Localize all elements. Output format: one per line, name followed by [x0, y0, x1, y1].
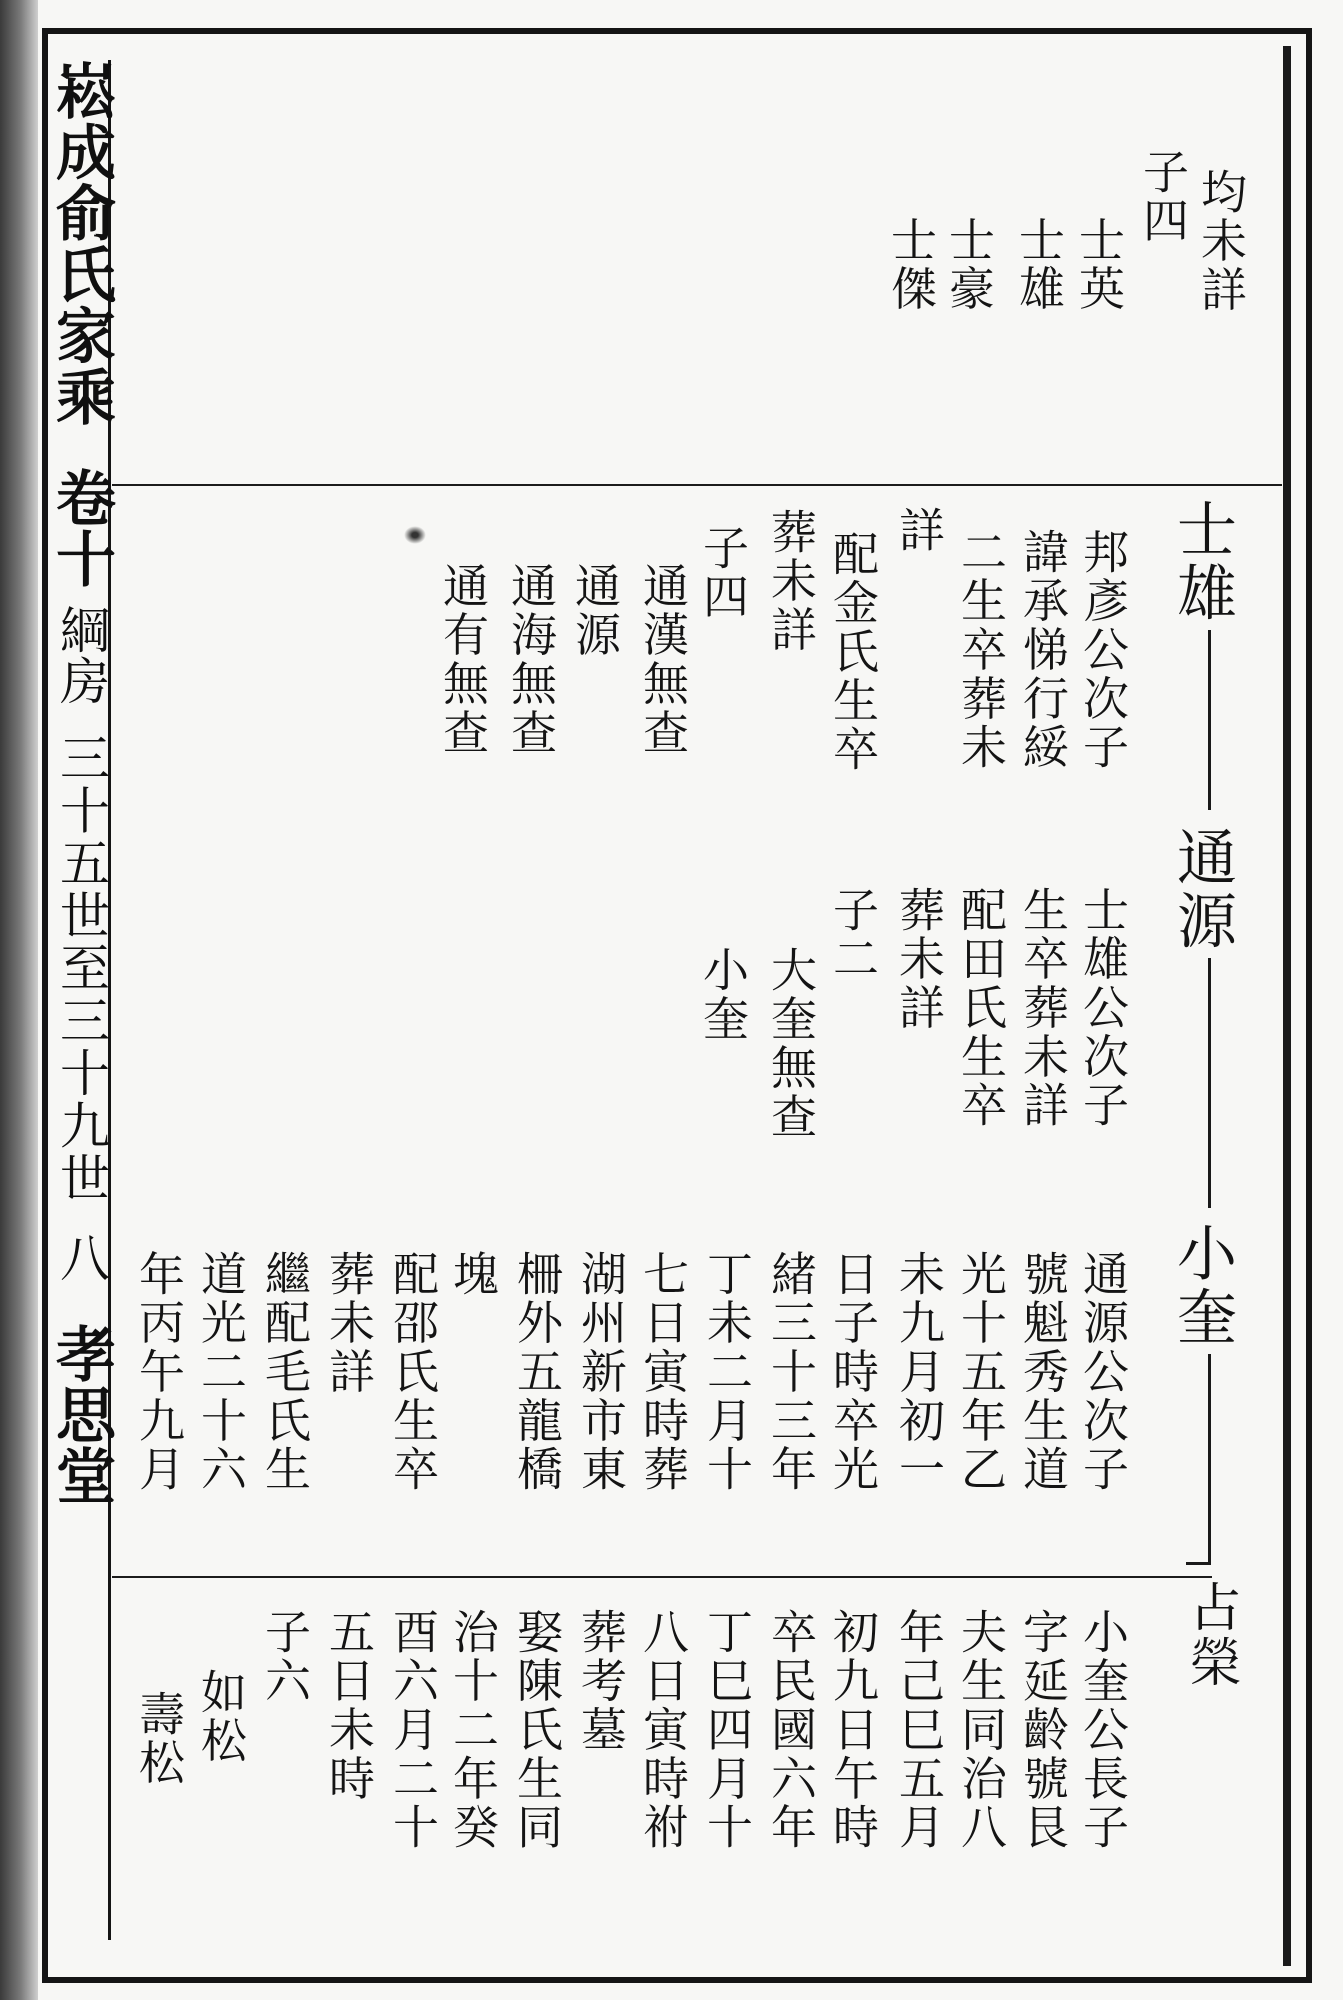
entry-shixiong-line: 通有無查: [436, 562, 490, 758]
entry-shixiong-line: 通源: [568, 562, 622, 660]
lineage-connector: [1208, 1354, 1211, 1564]
entry-shixiong-line: 子四: [696, 524, 750, 622]
lineage-name-shixiong: 士雄: [1167, 498, 1237, 626]
entry-xiaokui-line: 柵外五龍橋: [510, 1250, 564, 1494]
entry-zhanrong-line: 葬考墓: [574, 1608, 628, 1755]
top-sons-count: 子四: [1136, 148, 1190, 246]
entry-tongyuan-line: 子二: [826, 886, 880, 984]
entry-zhanrong-line: 年己巳五月: [892, 1608, 946, 1852]
entry-zhanrong-line: 字延齡號艮: [1016, 1608, 1070, 1852]
margin-title-column: [46, 60, 116, 1940]
entry-shixiong-line: 葬未詳: [764, 508, 818, 655]
entry-zhanrong-line: 子六: [258, 1608, 312, 1706]
entry-xiaokui-line: 年丙午九月: [132, 1250, 186, 1494]
entry-zhanrong-line: 夫生同治八: [954, 1608, 1008, 1852]
entry-zhanrong-line: 壽松: [132, 1690, 186, 1788]
top-note: 均未詳: [1194, 168, 1248, 315]
entry-zhanrong-line: 酉六月二十: [386, 1608, 440, 1852]
volume-label: 卷十: [46, 467, 116, 590]
top-son: 士豪: [942, 216, 996, 314]
entry-zhanrong-line: 娶陳氏生同: [510, 1608, 564, 1852]
entry-xiaokui-line: 配邵氏生卒: [386, 1250, 440, 1494]
lineage-name-zhanrong: 占榮: [1180, 1580, 1240, 1691]
entry-zhanrong-line: 小奎公長子: [1076, 1608, 1130, 1852]
entry-tongyuan-line: 配田氏生卒: [954, 886, 1008, 1130]
entry-xiaokui-line: 未九月初一: [892, 1250, 946, 1494]
page-border-right: [1283, 46, 1291, 1966]
entry-shixiong-line: 配金氏生卒: [826, 530, 880, 774]
entry-zhanrong-line: 五日未時: [322, 1608, 376, 1804]
branch-label: 綱房: [52, 603, 110, 706]
entry-shixiong-line: 通海無查: [504, 562, 558, 758]
lineage-name-xiaokui: 小奎: [1167, 1222, 1237, 1350]
entry-shixiong-line: 詳: [892, 506, 946, 555]
entry-zhanrong-line: 丁巳四月十: [700, 1608, 754, 1852]
entry-xiaokui-line: 七日寅時葬: [636, 1250, 690, 1494]
page-number: 八: [52, 1232, 110, 1284]
lineage-name-tongyuan: 通源: [1167, 826, 1237, 954]
hall-name: 孝思堂: [46, 1323, 116, 1507]
entry-tongyuan-line: 生卒葬未詳: [1016, 886, 1070, 1130]
generations-label: 三十五世至三十九世: [52, 731, 110, 1205]
book-title: 崧成俞氏家乘: [46, 60, 116, 428]
entry-xiaokui-line: 湖州新市東: [574, 1250, 628, 1494]
entry-tongyuan-line: 葬未詳: [892, 886, 946, 1033]
lineage-branch-line: [1186, 1562, 1211, 1565]
entry-zhanrong-line: 八日寅時祔: [636, 1608, 690, 1852]
section-divider-bottom: [112, 1576, 1212, 1578]
entry-xiaokui-line: 葬未詳: [322, 1250, 376, 1397]
lineage-connector: [1208, 630, 1211, 810]
entry-zhanrong-line: 如松: [194, 1668, 248, 1766]
entry-xiaokui-line: 號魁秀生道: [1016, 1250, 1070, 1494]
entry-tongyuan-line: 小奎: [696, 946, 750, 1044]
book-binding-edge: [0, 0, 38, 2000]
entry-xiaokui-line: 緒三十三年: [764, 1250, 818, 1494]
top-son: 士英: [1072, 216, 1126, 314]
entry-tongyuan-line: 士雄公次子: [1076, 886, 1130, 1130]
entry-xiaokui-line: 道光二十六: [194, 1250, 248, 1494]
ink-smudge: [404, 526, 426, 544]
entry-zhanrong-line: 初九日午時: [826, 1608, 880, 1852]
entry-shixiong-line: 通漢無查: [636, 562, 690, 758]
top-son: 士傑: [884, 216, 938, 314]
entry-xiaokui-line: 日子時卒光: [826, 1250, 880, 1494]
entry-shixiong-line: 邦彥公次子: [1076, 528, 1130, 772]
entry-xiaokui-line: 通源公次子: [1076, 1250, 1130, 1494]
entry-shixiong-line: 諱承悌行綏: [1016, 528, 1070, 772]
entry-xiaokui-line: 光十五年乙: [954, 1250, 1008, 1494]
entry-zhanrong-line: 卒民國六年: [764, 1608, 818, 1852]
entry-zhanrong-line: 治十二年癸: [446, 1608, 500, 1852]
section-divider-top: [112, 484, 1282, 486]
entry-xiaokui-line: 塊: [446, 1250, 500, 1299]
lineage-connector: [1208, 958, 1211, 1208]
top-son: 士雄: [1012, 216, 1066, 314]
entry-xiaokui-line: 繼配毛氏生: [258, 1250, 312, 1494]
entry-xiaokui-line: 丁未二月十: [700, 1250, 754, 1494]
entry-tongyuan-line: 大奎無查: [764, 946, 818, 1142]
entry-shixiong-line: 二生卒葬未: [954, 528, 1008, 772]
